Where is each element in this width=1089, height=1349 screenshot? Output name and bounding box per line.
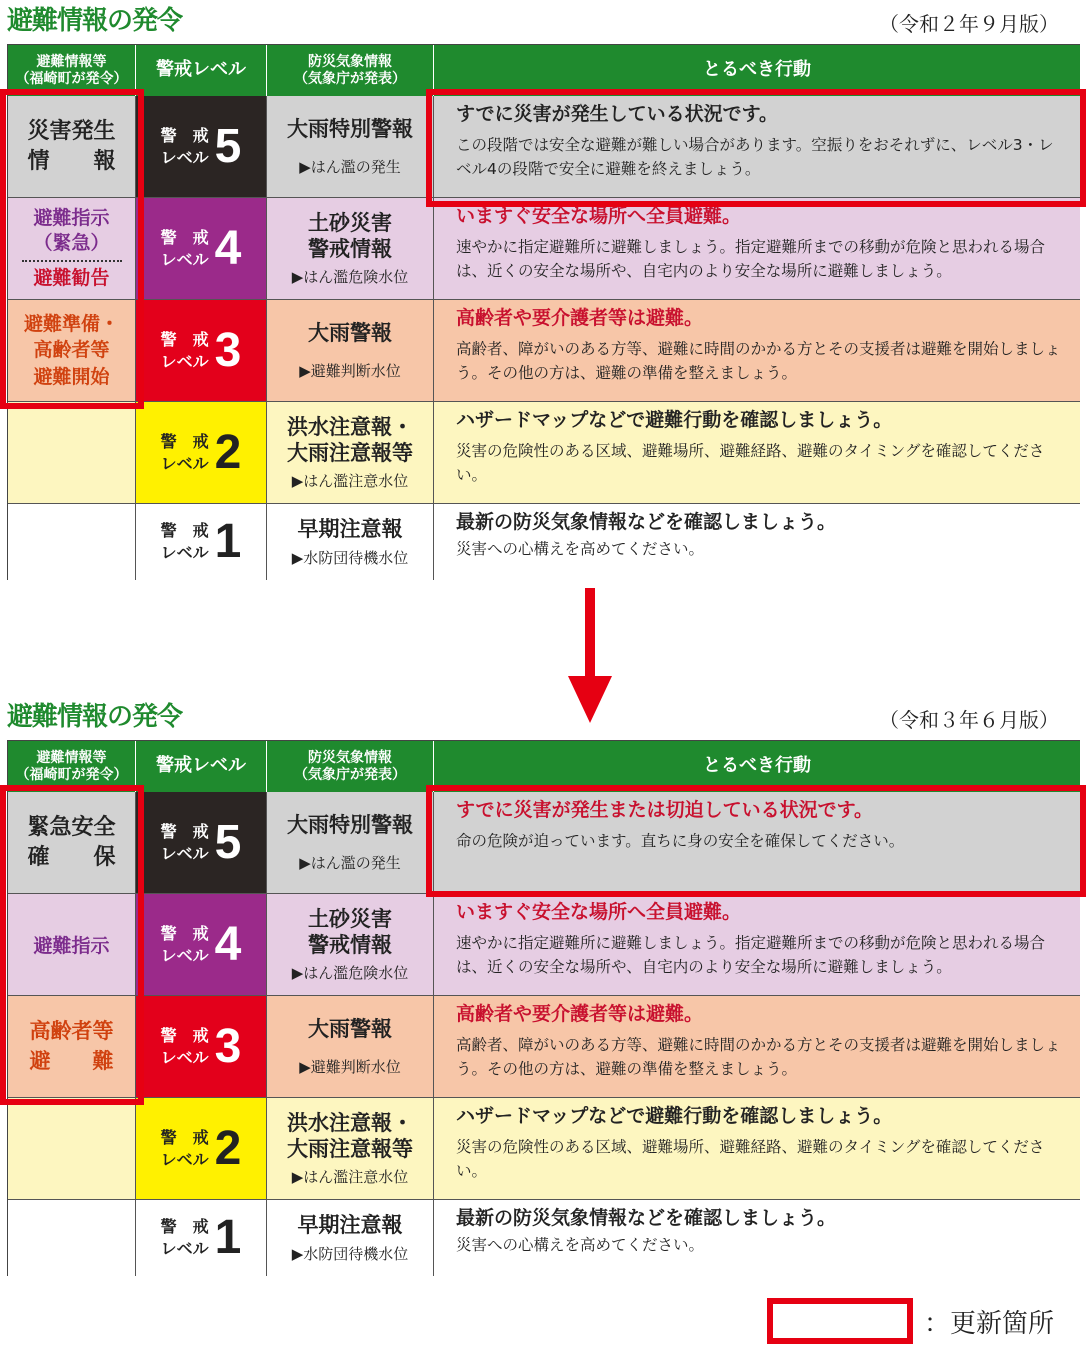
update-highlight-level5-before [426,89,1086,207]
legend-swatch [767,1298,913,1344]
version-after: （令和３年６月版） [879,708,1059,732]
row5-level: 警 戒 レベル 5 [136,792,267,894]
row3-evac-info: 避難準備・ 高齢者等 避難開始 [8,300,136,402]
row2-level: 警 戒 レベル 2 [136,1098,267,1200]
row3-action: 高齢者や要介護者等は避難。 高齢者、障がいのある方等、避難に時間のかかる方とその支援者は避難を開始しましょう。その他の方は、避難の準備を整えましょう。 [434,300,1080,402]
header-col-evacuation-info: 避難情報等 （福崎町が発令） [8,741,136,792]
row3-action: 高齢者や要介護者等は避難。 高齢者、障がいのある方等、避難に時間のかかる方とその支援者は避難を開始しましょう。その他の方は、避難の準備を整えましょう。 [434,996,1080,1098]
update-highlight-col1-after [0,785,144,1105]
row3-weather-info: 大雨警報 ▶避難判断水位 [267,300,434,402]
header-col-alert-level: 警戒レベル [136,45,267,96]
row1-weather-info: 早期注意報 ▶水防団待機水位 [267,1200,434,1276]
row1-evac-info [8,504,136,580]
row2-action: ハザードマップなどで避難行動を確認しましょう。 災害の危険性のある区域、避難場所、避難経路、避難のタイミングを確認してください。 [434,402,1080,504]
header-col-weather-info: 防災気象情報 （気象庁が発表） [267,45,434,96]
row1-level: 警 戒 レベル 1 [136,1200,267,1276]
row1-evac-info [8,1200,136,1276]
row4-level: 警 戒 レベル 4 [136,198,267,300]
row2-evac-info [8,402,136,504]
row3-level: 警 戒 レベル 3 [136,300,267,402]
update-highlight-level5-after [426,785,1086,897]
row1-level: 警 戒 レベル 1 [136,504,267,580]
row2-action: ハザードマップなどで避難行動を確認しましょう。 災害の危険性のある区域、避難場所、避難経路、避難のタイミングを確認してください。 [434,1098,1080,1200]
row2-level: 警 戒 レベル 2 [136,402,267,504]
down-arrow-icon [568,588,612,723]
header-col-actions: とるべき行動 [434,741,1080,792]
legend-label: ：更新箇所 [924,1309,1055,1339]
row5-weather-info: 大雨特別警報 ▶はん濫の発生 [267,792,434,894]
header-col-alert-level: 警戒レベル [136,741,267,792]
row3-level: 警 戒 レベル 3 [136,996,267,1098]
header-col-weather-info: 防災気象情報 （気象庁が発表） [267,741,434,792]
row4-evac-info: 避難指示 [8,894,136,996]
row5-evac-info: 緊急安全 確 保 [8,792,136,894]
row4-evac-info: 避難指示 （緊急） 避難勧告 [8,198,136,300]
row4-level: 警 戒 レベル 4 [136,894,267,996]
row3-evac-info: 高齢者等 避 難 [8,996,136,1098]
version-before: （令和２年９月版） [879,12,1059,36]
update-highlight-col1-before [0,89,144,409]
row5-level: 警 戒 レベル 5 [136,96,267,198]
row4-weather-info: 土砂災害 警戒情報 ▶はん濫危険水位 [267,894,434,996]
row1-action: 最新の防災気象情報などを確認しましょう。 災害への心構えを高めてください。 [434,504,1080,580]
row5-weather-info: 大雨特別警報 ▶はん濫の発生 [267,96,434,198]
header-col-evacuation-info: 避難情報等 （福崎町が発令） [8,45,136,96]
row4-weather-info: 土砂災害 警戒情報 ▶はん濫危険水位 [267,198,434,300]
row1-action: 最新の防災気象情報などを確認しましょう。 災害への心構えを高めてください。 [434,1200,1080,1276]
page-title-before: 避難情報の発令 [7,6,183,36]
row4-action: いますぐ安全な場所へ全員避難。 速やかに指定避難所に避難しましょう。指定避難所までの移動が危険と思われる場合は、近くの安全な場所や、自宅内のより安全な場所に避難しましょう。 [434,894,1080,996]
row5-action: すでに災害が発生または切迫している状況です。 命の危険が迫っています。直ちに身の安全を確保してください。 [434,792,1080,894]
row5-action: すでに災害が発生している状況です。 この段階では安全な避難が難しい場合があります。空振りをおそれずに、レベル3・レベル4の段階で安全に避難を終えましょう。 [434,96,1080,198]
row2-evac-info [8,1098,136,1200]
row5-evac-info: 災害発生 情 報 [8,96,136,198]
row2-weather-info: 洪水注意報・ 大雨注意報等 ▶はん濫注意水位 [267,1098,434,1200]
header-col-actions: とるべき行動 [434,45,1080,96]
row1-weather-info: 早期注意報 ▶水防団待機水位 [267,504,434,580]
page-title-after: 避難情報の発令 [7,702,183,732]
row4-action: いますぐ安全な場所へ全員避難。 速やかに指定避難所に避難しましょう。指定避難所までの移動が危険と思われる場合は、近くの安全な場所や、自宅内のより安全な場所に避難しましょう。 [434,198,1080,300]
row3-weather-info: 大雨警報 ▶避難判断水位 [267,996,434,1098]
row2-weather-info: 洪水注意報・ 大雨注意報等 ▶はん濫注意水位 [267,402,434,504]
